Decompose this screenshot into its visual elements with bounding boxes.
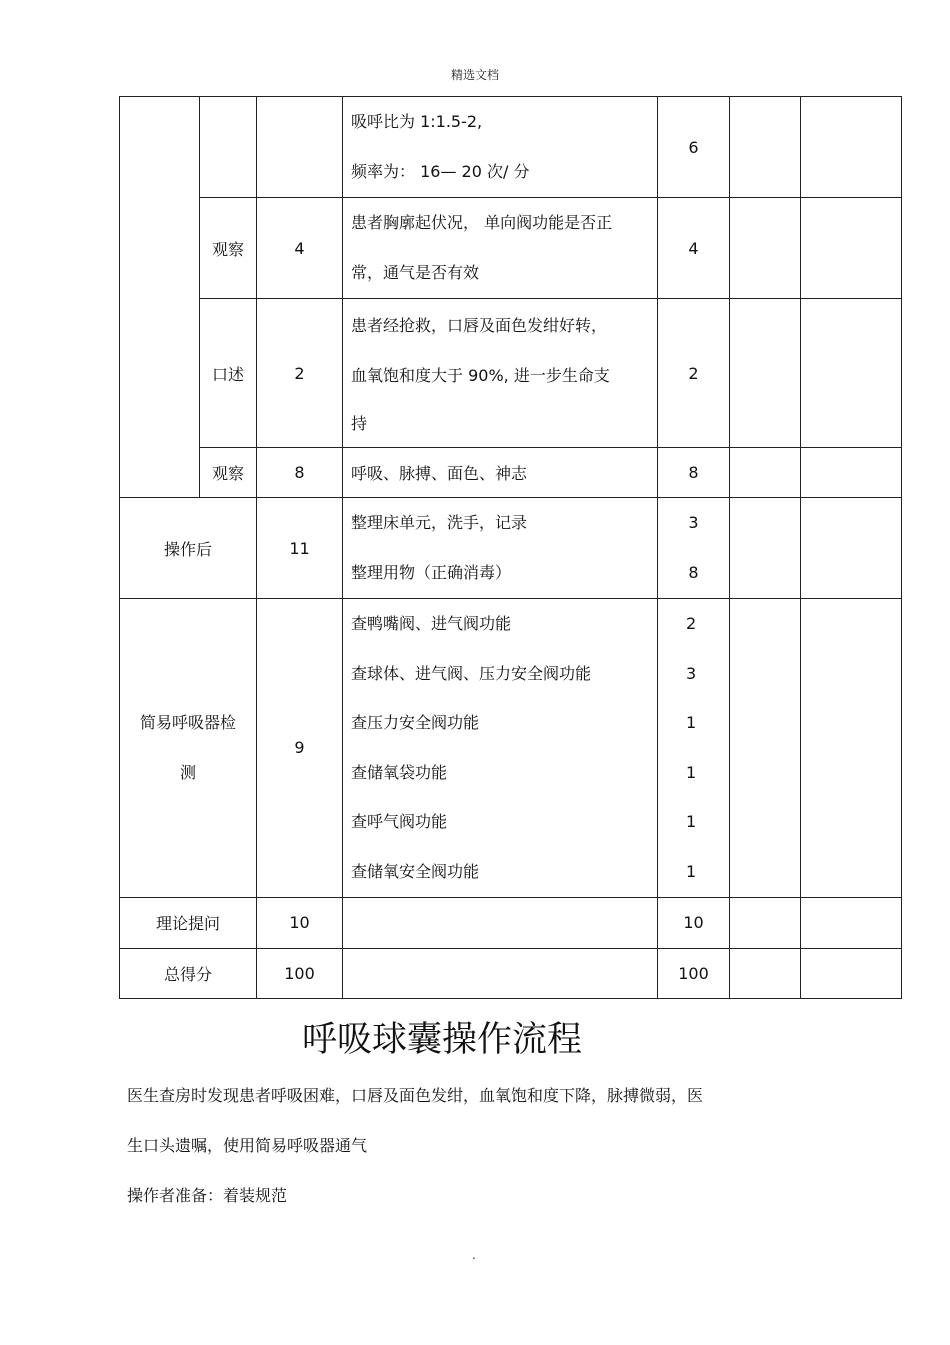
section-cell: 理论提问 <box>120 897 257 948</box>
score-cell: 8 <box>658 448 730 498</box>
score-cell: 100 <box>658 948 730 998</box>
deduction-cell <box>730 948 801 998</box>
remark-cell <box>801 448 902 498</box>
paragraph: 操作者准备：着装规范 <box>127 1186 288 1205</box>
remark-cell <box>801 198 902 299</box>
step-cell <box>200 97 257 198</box>
deduction-cell <box>730 299 801 448</box>
section-cell: 总得分 <box>120 948 257 998</box>
table-row <box>120 498 902 599</box>
table-row <box>120 448 902 498</box>
points-cell: 9 <box>257 599 343 898</box>
score-cell: 6 <box>658 97 730 198</box>
points-cell: 11 <box>257 498 343 599</box>
remark-cell <box>801 897 902 948</box>
score-cell: 2 3 1 1 1 1 <box>658 599 730 898</box>
content-cell: 整理床单元，洗手，记录 整理用物（正确消毒） <box>343 498 658 599</box>
content-cell: 吸呼比为 1:1.5-2, 频率为： 16— 20 次/ 分 <box>343 97 658 198</box>
points-cell: 8 <box>257 448 343 498</box>
step-cell: 观察 <box>200 448 257 498</box>
points-cell: 2 <box>257 299 343 448</box>
table-row <box>120 948 902 998</box>
content-cell: 查鸭嘴阀、进气阀功能 查球体、进气阀、压力安全阀功能 查压力安全阀功能 查储氧袋功能 查呼气阀功能 查储氧安全阀功能 <box>343 599 658 898</box>
section-cell: 简易呼吸器检 测 <box>120 599 257 898</box>
page-header: 精选文档 <box>450 68 499 82</box>
content-cell <box>343 897 658 948</box>
scoring-table <box>119 96 902 999</box>
content-cell <box>343 948 658 998</box>
step-cell: 观察 <box>200 198 257 299</box>
paragraph: 医生查房时发现患者呼吸困难，口唇及面色发绀，血氧饱和度下降，脉搏微弱，医 <box>127 1086 704 1105</box>
document-title: 呼吸球囊操作流程 <box>301 1020 582 1060</box>
table-row <box>120 299 902 448</box>
step-cell: 口述 <box>200 299 257 448</box>
remark-cell <box>801 948 902 998</box>
section-cell: 操作后 <box>120 498 257 599</box>
paragraph: 生口头遗嘱，使用简易呼吸器通气 <box>127 1136 368 1155</box>
section-cell-empty <box>120 97 200 498</box>
content-cell: 患者胸廓起伏况， 单向阀功能是否正 常，通气是否有效 <box>343 198 658 299</box>
deduction-cell <box>730 599 801 898</box>
remark-cell <box>801 97 902 198</box>
points-cell: 4 <box>257 198 343 299</box>
remark-cell <box>801 299 902 448</box>
deduction-cell <box>730 897 801 948</box>
points-cell <box>257 97 343 198</box>
deduction-cell <box>730 97 801 198</box>
deduction-cell <box>730 448 801 498</box>
remark-cell <box>801 599 902 898</box>
table-row <box>120 599 902 898</box>
table-row <box>120 897 902 948</box>
score-cell: 3 8 <box>658 498 730 599</box>
score-cell: 4 <box>658 198 730 299</box>
content-cell: 呼吸、脉搏、面色、神志 <box>343 448 658 498</box>
points-cell: 10 <box>257 897 343 948</box>
remark-cell <box>801 498 902 599</box>
score-cell: 10 <box>658 897 730 948</box>
deduction-cell <box>730 198 801 299</box>
score-cell: 2 <box>658 299 730 448</box>
content-cell: 患者经抢救，口唇及面色发绀好转， 血氧饱和度大于 90%, 进一步生命支 持 <box>343 299 658 448</box>
deduction-cell <box>730 498 801 599</box>
points-cell: 100 <box>257 948 343 998</box>
table-row <box>120 198 902 299</box>
page-footer: . <box>472 1248 476 1262</box>
table-row <box>120 97 902 198</box>
